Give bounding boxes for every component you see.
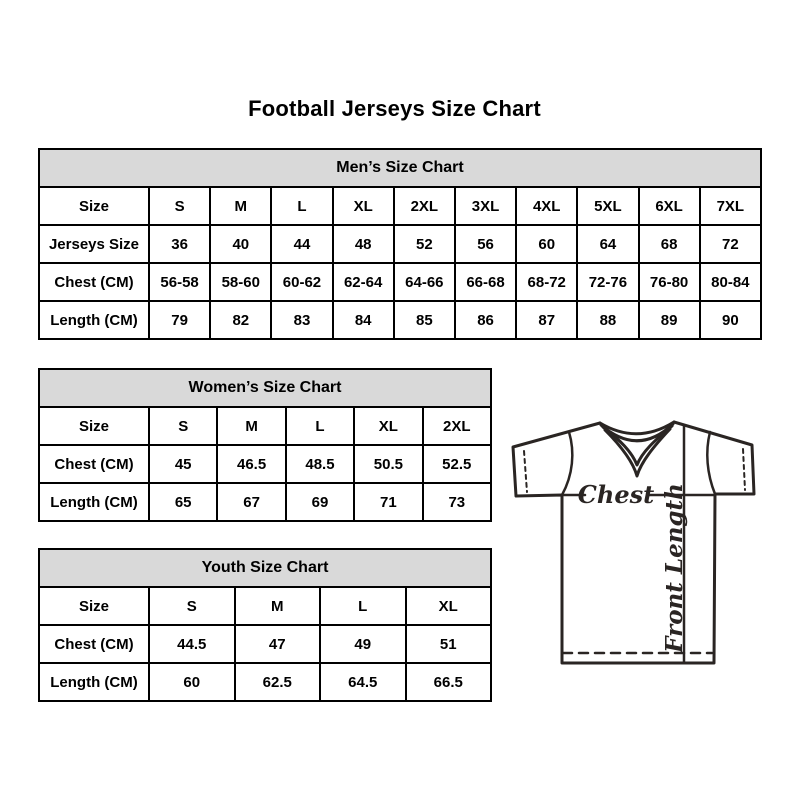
table-header-row	[39, 149, 761, 187]
value-cell: 60-62	[271, 263, 332, 301]
value-cell: 47	[235, 625, 321, 663]
value-cell: 56-58	[149, 263, 210, 301]
value-cell: M	[217, 407, 285, 445]
value-cell: 40	[210, 225, 271, 263]
row-label-cell: Chest (CM)	[39, 445, 149, 483]
row-label-cell: Chest (CM)	[39, 263, 149, 301]
table-row	[39, 301, 761, 339]
value-cell: 88	[577, 301, 638, 339]
value-cell: XL	[333, 187, 394, 225]
value-cell: 7XL	[700, 187, 761, 225]
value-cell: 89	[639, 301, 700, 339]
value-cell: 45	[149, 445, 217, 483]
value-cell: 48.5	[286, 445, 354, 483]
table-row	[39, 587, 491, 625]
jersey-diagram-svg	[505, 410, 775, 670]
value-cell: 71	[354, 483, 422, 521]
value-cell: 76-80	[639, 263, 700, 301]
value-cell: XL	[354, 407, 422, 445]
value-cell: 51	[406, 625, 492, 663]
value-cell: 65	[149, 483, 217, 521]
value-cell: 44	[271, 225, 332, 263]
value-cell: 64.5	[320, 663, 406, 701]
row-label-cell: Size	[39, 587, 149, 625]
value-cell: 52	[394, 225, 455, 263]
table-row	[39, 187, 761, 225]
row-label-cell: Size	[39, 187, 149, 225]
value-cell: 83	[271, 301, 332, 339]
table-row	[39, 483, 491, 521]
value-cell: 6XL	[639, 187, 700, 225]
value-cell: 58-60	[210, 263, 271, 301]
value-cell: M	[210, 187, 271, 225]
row-label-cell: Length (CM)	[39, 301, 149, 339]
value-cell: XL	[406, 587, 492, 625]
row-label-cell: Chest (CM)	[39, 625, 149, 663]
value-cell: M	[235, 587, 321, 625]
value-cell: 3XL	[455, 187, 516, 225]
value-cell: 64-66	[394, 263, 455, 301]
table-header-row	[39, 369, 491, 407]
table-row	[39, 225, 761, 263]
value-cell: 4XL	[516, 187, 577, 225]
youth-table-title: Youth Size Chart	[39, 549, 491, 587]
value-cell: 86	[455, 301, 516, 339]
value-cell: 2XL	[423, 407, 491, 445]
value-cell: S	[149, 407, 217, 445]
value-cell: 50.5	[354, 445, 422, 483]
table-header-row	[39, 549, 491, 587]
value-cell: 80-84	[700, 263, 761, 301]
value-cell: 62.5	[235, 663, 321, 701]
left-armhole-seam	[562, 432, 572, 495]
table-row	[39, 445, 491, 483]
left-cuff-dashed-line	[524, 451, 527, 492]
value-cell: 82	[210, 301, 271, 339]
value-cell: 64	[577, 225, 638, 263]
value-cell: 36	[149, 225, 210, 263]
value-cell: 46.5	[217, 445, 285, 483]
value-cell: 60	[149, 663, 235, 701]
womens-table-title: Women’s Size Chart	[39, 369, 491, 407]
chest-label: Chest	[577, 480, 655, 509]
womens-size-table	[38, 368, 492, 522]
value-cell: 73	[423, 483, 491, 521]
value-cell: 68-72	[516, 263, 577, 301]
row-label-cell: Length (CM)	[39, 483, 149, 521]
value-cell: 66.5	[406, 663, 492, 701]
value-cell: 69	[286, 483, 354, 521]
youth-size-table	[38, 548, 492, 702]
value-cell: S	[149, 587, 235, 625]
value-cell: 60	[516, 225, 577, 263]
value-cell: 56	[455, 225, 516, 263]
value-cell: 85	[394, 301, 455, 339]
value-cell: 5XL	[577, 187, 638, 225]
table-row	[39, 263, 761, 301]
page-title: Football Jerseys Size Chart	[248, 96, 541, 121]
value-cell: 48	[333, 225, 394, 263]
mens-size-table	[38, 148, 762, 340]
value-cell: L	[286, 407, 354, 445]
value-cell: L	[320, 587, 406, 625]
value-cell: L	[271, 187, 332, 225]
table-row	[39, 625, 491, 663]
value-cell: 44.5	[149, 625, 235, 663]
value-cell: 62-64	[333, 263, 394, 301]
mens-table-title: Men’s Size Chart	[39, 149, 761, 187]
value-cell: 72	[700, 225, 761, 263]
value-cell: 67	[217, 483, 285, 521]
table-row	[39, 663, 491, 701]
right-cuff-dashed-line	[743, 449, 745, 490]
value-cell: S	[149, 187, 210, 225]
value-cell: 52.5	[423, 445, 491, 483]
value-cell: 79	[149, 301, 210, 339]
row-label-cell: Size	[39, 407, 149, 445]
table-row	[39, 407, 491, 445]
value-cell: 72-76	[577, 263, 638, 301]
value-cell: 68	[639, 225, 700, 263]
right-armhole-seam	[707, 432, 715, 494]
value-cell: 2XL	[394, 187, 455, 225]
value-cell: 66-68	[455, 263, 516, 301]
jersey-measurement-diagram	[505, 410, 775, 670]
front-length-label: Front Length	[661, 483, 688, 653]
value-cell: 84	[333, 301, 394, 339]
row-label-cell: Length (CM)	[39, 663, 149, 701]
value-cell: 90	[700, 301, 761, 339]
row-label-cell: Jerseys Size	[39, 225, 149, 263]
value-cell: 49	[320, 625, 406, 663]
value-cell: 87	[516, 301, 577, 339]
